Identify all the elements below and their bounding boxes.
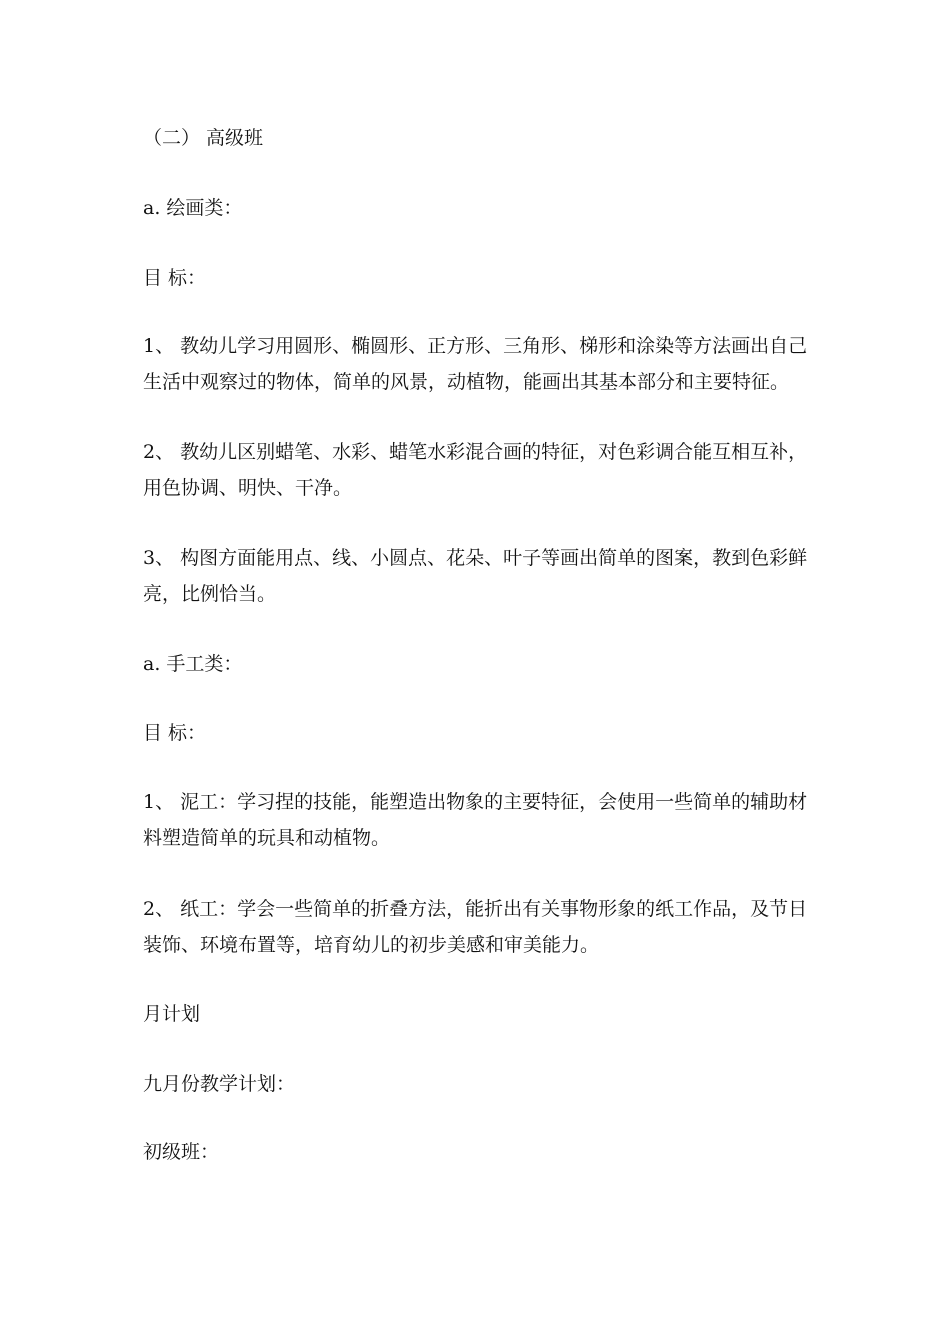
- september-plan-heading: 九月份教学计划：: [143, 1073, 296, 1095]
- painting-goal-item-1: 1、 教幼儿学习用圆形、椭圆形、正方形、三角形、梯形和涂染等方法画出自己生活中观察过的物体，简单的风景，动植物，能画出其基本部分和主要特征。: [143, 335, 808, 393]
- beginner-class-heading: 初级班：: [143, 1141, 220, 1163]
- painting-category-heading: a. 绘画类：: [143, 197, 243, 219]
- handcraft-category-heading: a. 手工类：: [143, 653, 243, 675]
- painting-goal-item-3: 3、 构图方面能用点、线、小圆点、花朵、叶子等画出简单的图案，教到色彩鲜亮，比例恰当。: [143, 547, 808, 605]
- handcraft-goal-label: 目 标：: [143, 722, 207, 744]
- monthly-plan-heading: 月计划: [143, 1003, 201, 1025]
- section-heading: （二） 高级班: [143, 127, 264, 149]
- painting-goal-label: 目 标：: [143, 267, 207, 289]
- handcraft-goal-item-1: 1、 泥工：学习捏的技能，能塑造出物象的主要特征，会使用一些简单的辅助材料塑造简单的玩具和动植物。: [143, 791, 808, 849]
- handcraft-goal-item-2: 2、 纸工：学会一些简单的折叠方法，能折出有关事物形象的纸工作品，及节日装饰、环境布置等，培育幼儿的初步美感和审美能力。: [143, 898, 808, 956]
- painting-goal-item-2: 2、 教幼儿区别蜡笔、水彩、蜡笔水彩混合画的特征，对色彩调合能互相互补，用色协调、明快、干净。: [143, 441, 808, 499]
